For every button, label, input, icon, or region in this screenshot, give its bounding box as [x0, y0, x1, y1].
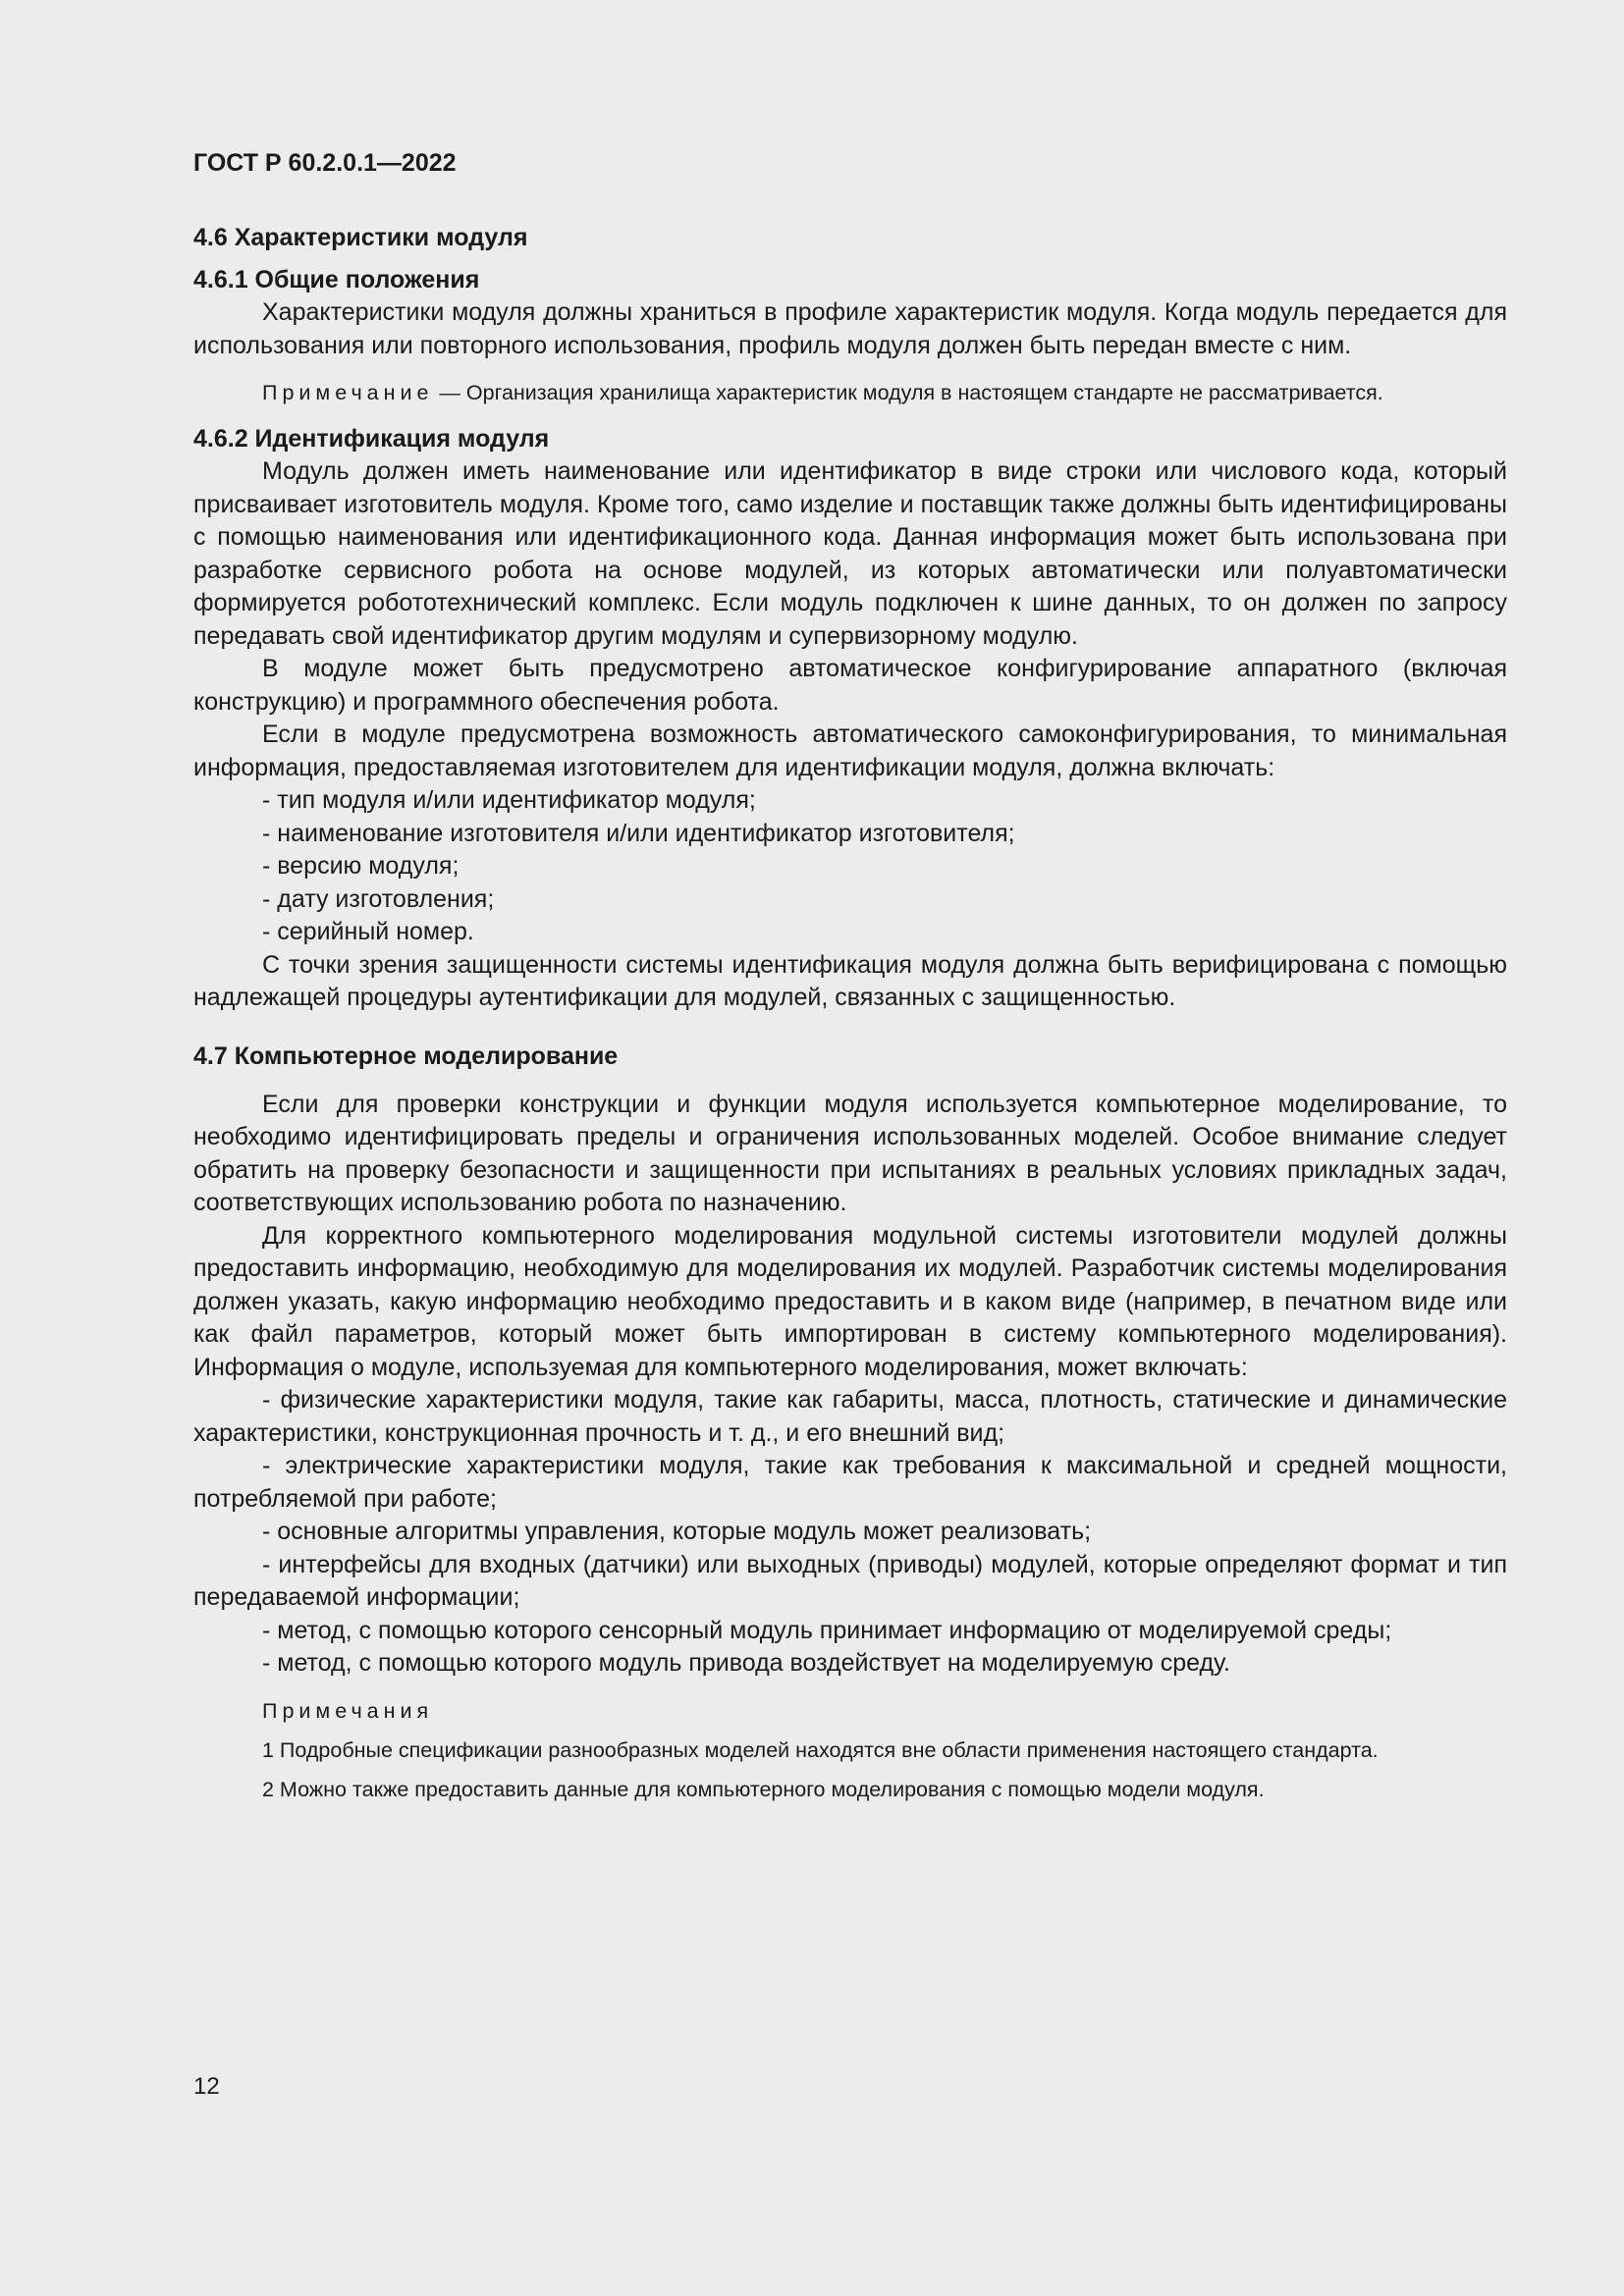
list-item: - версию модуля; [262, 852, 460, 880]
paragraph: Для корректного компьютерного моделирования модульной системы изготовители модулей должны предоставить информацию, необходимую для моделирования их модулей. Разработчик системы моделирования должен указать, какую информацию необходимо предоставить и в каком виде (например, в печатном виде или как файл параметров, который может быть импортирован в систему компьютерного моделирования). Информация о модуле, используемая для компьютерного моделирования, может включать: [193, 1221, 1507, 1381]
paragraph: Модуль должен иметь наименование или идентификатор в виде строки или числового кода, который присваивает изготовитель модуля. Кроме того, само изделие и поставщик также должны быть идентифицированы с помощью наименования или идентификационного кода. Данная информация может быть использована при разработке сервисного робота на основе модулей, из которых автоматически или полуавтоматически формируется робототехнический комплекс. Если модуль подключен к шине данных, то он должен по запросу передавать свой идентификатор другим модулям и супервизорному модулю. [193, 457, 1507, 650]
list-item: - электрические характеристики модуля, такие как требования к максимальной и средней мощности, потребляемой при работе; [193, 1452, 1507, 1513]
section-4-6-1-title: 4.6.1 Общие положения [193, 266, 480, 294]
list-item: - дату изготовления; [262, 884, 495, 913]
paragraph: С точки зрения защищенности системы идентификация модуля должна быть верифицирована с помощью надлежащей процедуры аутентификации для модулей, связанных с защищенностью. [193, 950, 1507, 1011]
section-4-6-title: 4.6 Характеристики модуля [193, 224, 528, 251]
section-4-7-title: 4.7 Компьютерное моделирование [193, 1041, 619, 1070]
list-item: - метод, с помощью которого сенсорный модуль принимает информацию от моделируемой среды; [262, 1616, 1392, 1644]
list-item: - серийный номер. [262, 918, 474, 945]
paragraph: В модуле может быть предусмотрено автоматическое конфигурирование аппаратного (включая конструкцию) и программного обеспечения робота. [193, 655, 1507, 716]
list-item: - метод, с помощью которого модуль привода воздействует на моделируемую среду. [262, 1649, 1230, 1677]
paragraph: Характеристики модуля должны храниться в профиле характеристик модуля. Когда модуль передается для использования или повторного использования, профиль модуля должен быть передан вместе с ним. [193, 298, 1507, 359]
list-item: - основные алгоритмы управления, которые модуль может реализовать; [262, 1518, 1092, 1545]
note-text: — Организация хранилища характеристик модуля в настоящем стандарте не рассматривается. [433, 381, 1383, 404]
document-body [193, 222, 1507, 1804]
page-number: 12 [193, 2073, 220, 2100]
list-item: - тип модуля и/или идентификатор модуля; [262, 786, 756, 814]
document-code-header: ГОСТ Р 60.2.0.1—2022 [193, 149, 457, 177]
note: 2 Можно также предоставить данные для компьютерного моделирования с помощью модели модуля. [262, 1777, 1265, 1801]
note-label: Примечание [262, 381, 434, 404]
list-item: - наименование изготовителя и/или идентификатор изготовителя; [262, 819, 1015, 847]
paragraph: Если в модуле предусмотрена возможность автоматического самоконфигурирования, то минимальная информация, предоставляемая изготовителем для идентификации модуля, должна включать: [193, 721, 1507, 781]
note [193, 378, 1507, 407]
note: 1 Подробные спецификации разнообразных моделей находятся вне области применения настоящего стандарта. [262, 1737, 1379, 1762]
list-item: - физические характеристики модуля, такие как габариты, масса, плотность, статические и динамические характеристики, конструкционная прочность и т. д., и его внешний вид; [193, 1386, 1507, 1447]
notes-label: Примечания [262, 1698, 434, 1723]
section-4-6-2-title: 4.6.2 Идентификация модуля [193, 425, 550, 453]
paragraph: Если для проверки конструкции и функции модуля используется компьютерное моделирование, то необходимо идентифицировать пределы и ограничения использованных моделей. Особое внимание следует обратить на проверку безопасности и защищенности при испытаниях в реальных условиях прикладных задач, соответствующих использованию робота по назначению. [193, 1090, 1507, 1216]
list-item: - интерфейсы для входных (датчики) или выходных (приводы) модулей, которые определяют формат и тип передаваемой информации; [193, 1550, 1507, 1611]
